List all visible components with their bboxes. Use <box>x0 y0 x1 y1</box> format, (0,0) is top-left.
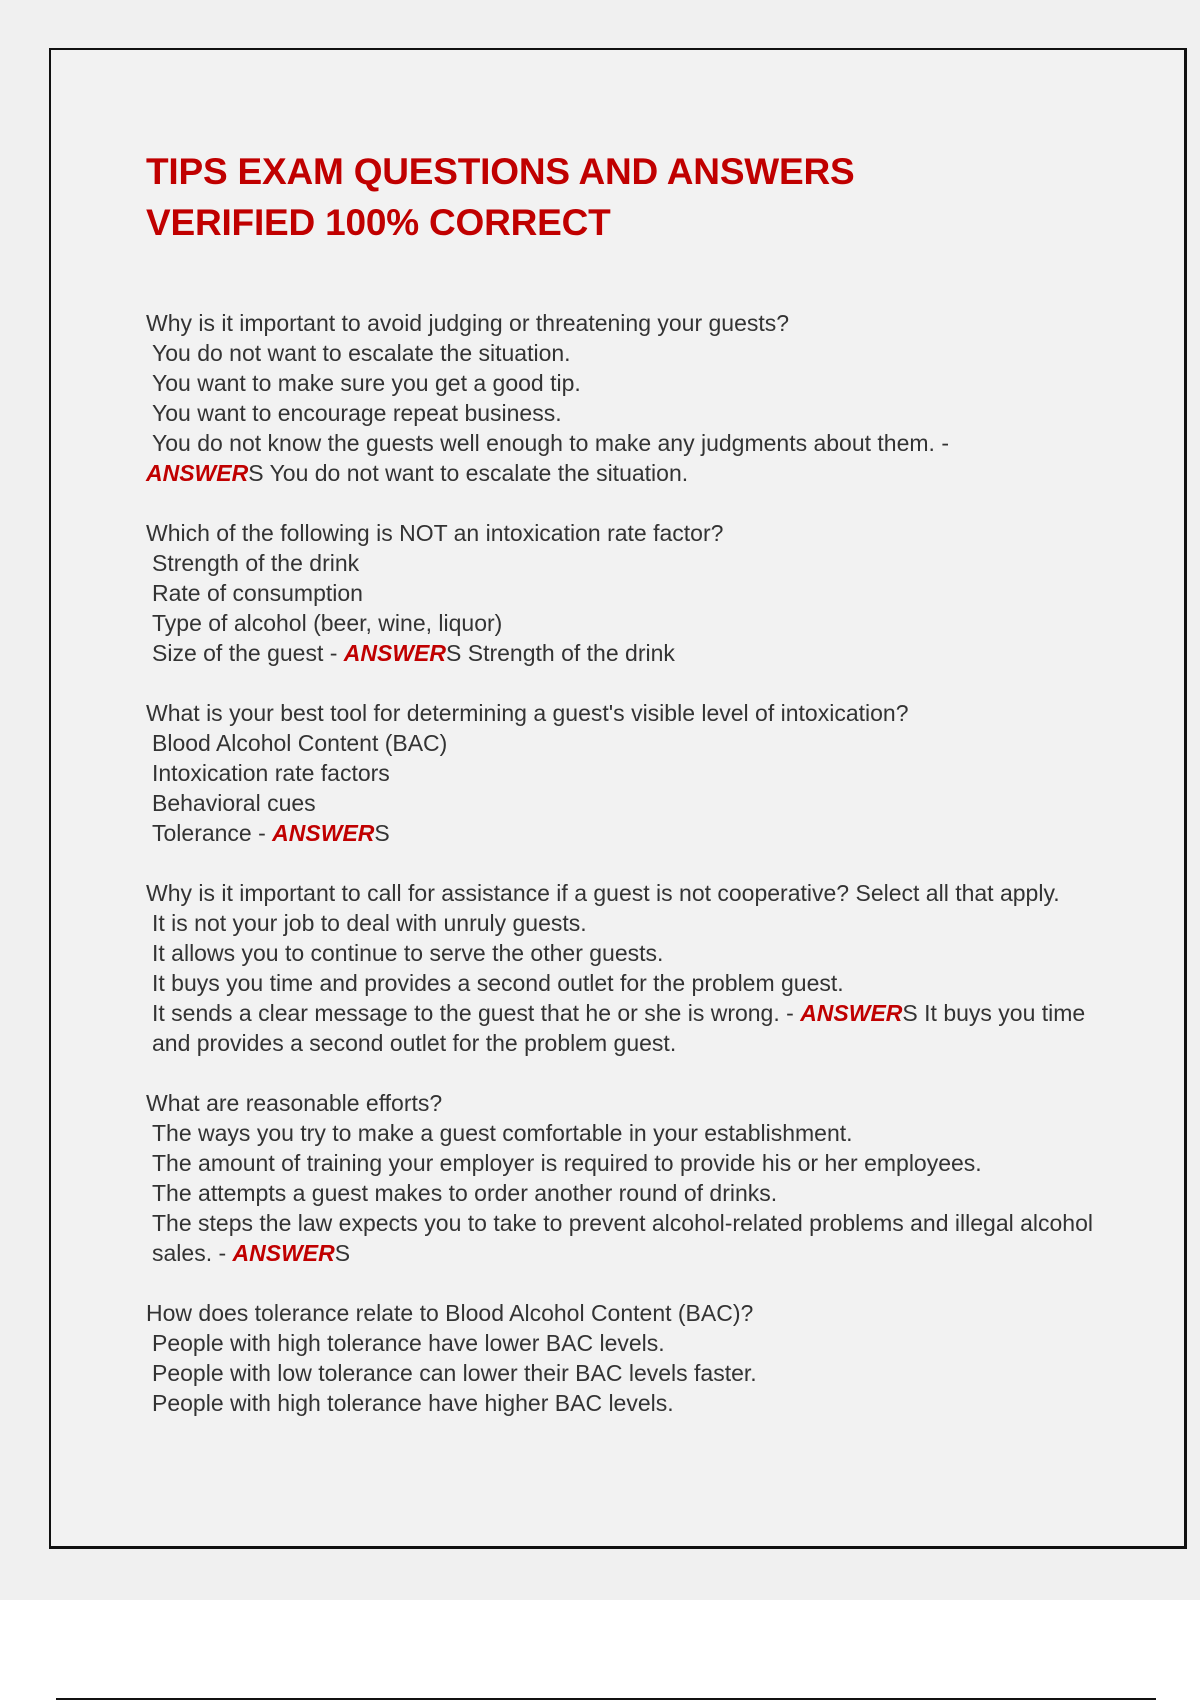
option-text: It buys you time and provides a second outlet for the problem guest. <box>152 970 844 996</box>
answer-label: ANSWER <box>800 1000 903 1026</box>
option-text: People with low tolerance can lower their BAC levels faster. <box>152 1360 757 1386</box>
title-line-2: VERIFIED 100% CORRECT <box>146 202 611 243</box>
option-with-answer <box>146 638 1116 668</box>
option-text: Rate of consumption <box>152 580 363 606</box>
answer-label: ANSWER <box>343 640 447 666</box>
option-text: The ways you try to make a guest comfortable in your establishment. <box>152 1120 853 1146</box>
document-content <box>146 146 1116 1448</box>
option-with-answer <box>146 998 1116 1058</box>
option-text: You want to make sure you get a good tip. <box>152 370 581 396</box>
question-text: Why is it important to avoid judging or threatening your guests? <box>146 310 790 336</box>
question-block <box>146 1088 1116 1268</box>
title-line-1: TIPS EXAM QUESTIONS AND ANSWERS <box>146 151 855 192</box>
option-text: Strength of the drink <box>152 550 360 576</box>
question-block <box>146 698 1116 848</box>
answer-label: ANSWER <box>146 460 249 486</box>
answer-suffix: S <box>248 460 264 486</box>
option-text: People with high tolerance have higher BAC levels. <box>152 1390 674 1416</box>
option-text: You do not want to escalate the situation. <box>152 340 571 366</box>
option-text: Size of the guest - <box>152 640 338 666</box>
option-text: It allows you to continue to serve the other guests. <box>152 940 664 966</box>
question-text: Why is it important to call for assistance if a guest is not cooperative? Select all that apply. <box>146 880 1060 906</box>
question-list <box>146 308 1116 1418</box>
answer-text: It buys you time and provides a second outlet for the problem guest. <box>152 1000 1086 1056</box>
answer-text: You do not want to escalate the situation. <box>269 460 689 486</box>
option-text: Intoxication rate factors <box>152 760 390 786</box>
question-block <box>146 1298 1116 1418</box>
question-text: What is your best tool for determining a guest's visible level of intoxication? <box>146 700 909 726</box>
answer-label: ANSWER <box>272 820 375 846</box>
option-with-answer <box>146 1208 1116 1268</box>
option-text: Type of alcohol (beer, wine, liquor) <box>152 610 503 636</box>
question-block <box>146 878 1116 1058</box>
document-title <box>146 146 1116 248</box>
question-block <box>146 518 1116 668</box>
question-text: What are reasonable efforts? <box>146 1090 443 1116</box>
answer-text: Strength of the drink <box>467 640 675 666</box>
answer-label: ANSWER <box>232 1240 335 1266</box>
answer-suffix: S <box>446 640 462 666</box>
option-text: You want to encourage repeat business. <box>152 400 562 426</box>
option-text: Behavioral cues <box>152 790 316 816</box>
option-text: Tolerance - <box>152 820 266 846</box>
question-text: Which of the following is NOT an intoxication rate factor? <box>146 520 724 546</box>
question-text: How does tolerance relate to Blood Alcohol Content (BAC)? <box>146 1300 754 1326</box>
option-text: The amount of training your employer is required to provide his or her employees. <box>152 1150 982 1176</box>
answer-suffix: S <box>374 820 390 846</box>
answer-suffix: S <box>902 1000 918 1026</box>
answer-suffix: S <box>334 1240 351 1266</box>
question-block <box>146 308 1116 488</box>
option-text: The attempts a guest makes to order another round of drinks. <box>152 1180 778 1206</box>
option-with-answer <box>146 818 1116 848</box>
option-text: Blood Alcohol Content (BAC) <box>152 730 448 756</box>
answer-line <box>146 458 1116 488</box>
option-text: You do not know the guests well enough to make any judgments about them. - <box>152 430 949 456</box>
option-text: People with high tolerance have lower BAC levels. <box>152 1330 665 1356</box>
option-text: The steps the law expects you to take to prevent alcohol-related problems and illegal alcohol sales. - <box>152 1210 1093 1266</box>
option-text: It sends a clear message to the guest that he or she is wrong. - <box>152 1000 794 1026</box>
option-text: It is not your job to deal with unruly guests. <box>152 910 587 936</box>
document-page <box>49 48 1187 1549</box>
